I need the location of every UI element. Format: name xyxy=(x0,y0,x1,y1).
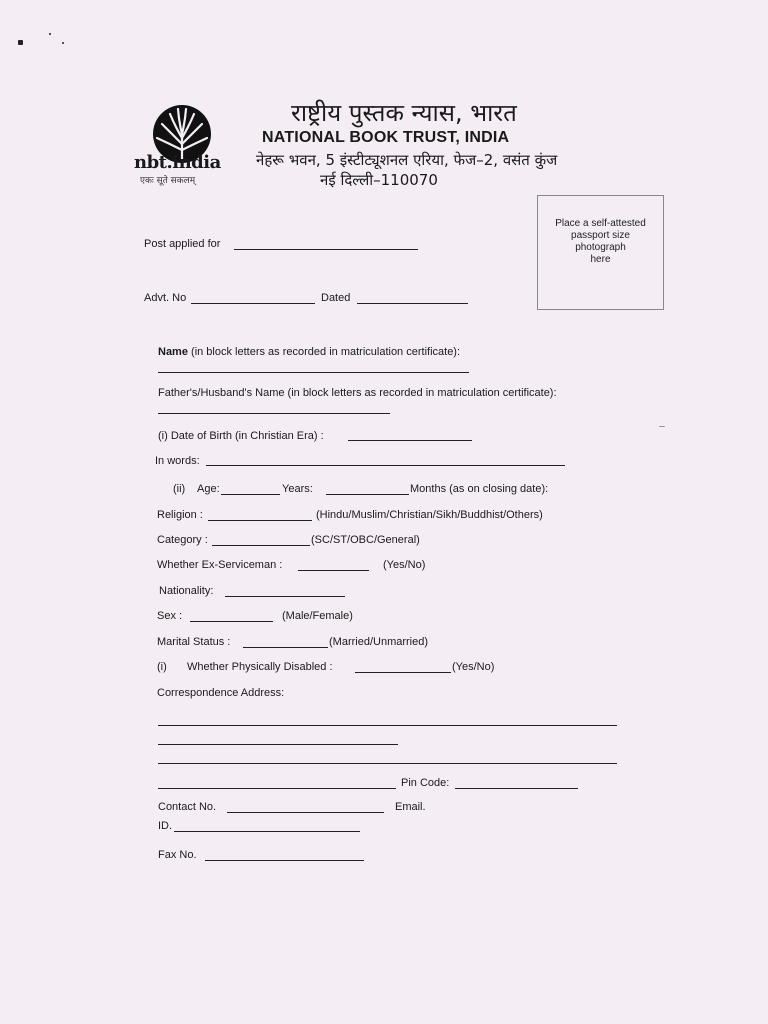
dob-field[interactable] xyxy=(348,440,472,441)
disabled-options: (Yes/No) xyxy=(452,661,495,673)
post-applied-label: Post applied for xyxy=(144,238,221,250)
months-label: Months (as on closing date): xyxy=(410,483,549,495)
english-title: NATIONAL BOOK TRUST, INDIA xyxy=(262,129,510,146)
father-name-label: Father's/Husband's Name (in block letters as recorded in matriculation certificate): xyxy=(158,387,557,399)
post-applied-field[interactable] xyxy=(234,249,418,250)
sex-field[interactable] xyxy=(190,621,273,622)
address-line-2: नई दिल्ली–110070 xyxy=(320,171,438,189)
religion-options: (Hindu/Muslim/Christian/Sikh/Buddhist/Others) xyxy=(316,509,543,521)
ex-serviceman-field[interactable] xyxy=(298,570,369,571)
nationality-label: Nationality: xyxy=(159,585,214,597)
age-label: Age: xyxy=(197,483,220,495)
ex-serviceman-options: (Yes/No) xyxy=(383,559,426,571)
in-words-field[interactable] xyxy=(206,465,565,466)
address-line-field-1[interactable] xyxy=(158,725,617,726)
nationality-field[interactable] xyxy=(225,596,345,597)
ex-serviceman-label: Whether Ex-Serviceman : xyxy=(157,559,283,571)
dated-label: Dated xyxy=(321,292,351,304)
sex-options: (Male/Female) xyxy=(282,610,353,622)
religion-field[interactable] xyxy=(208,520,312,521)
marital-status-field[interactable] xyxy=(243,647,328,648)
name-label-bold: Name xyxy=(158,346,188,358)
age-months-field[interactable] xyxy=(326,494,409,495)
category-field[interactable] xyxy=(212,545,310,546)
sex-label: Sex : xyxy=(157,610,183,622)
name-label xyxy=(158,346,460,358)
years-label: Years: xyxy=(282,483,313,495)
contact-no-label: Contact No. xyxy=(158,801,217,813)
advt-no-label: Advt. No xyxy=(144,292,187,304)
age-years-field[interactable] xyxy=(221,494,280,495)
hindi-title: राष्ट्रीय पुस्तक न्यास, भारत xyxy=(291,99,517,127)
logo-wordmark: nbt.india xyxy=(134,152,221,173)
disabled-label: Whether Physically Disabled : xyxy=(187,661,333,673)
scan-speck xyxy=(62,42,64,44)
address-line-1: नेहरू भवन, 5 इंस्टीट्यूशनल एरिया, फेज–2, वसंत कुंज xyxy=(256,151,558,169)
logo-tagline: एकः सूते सकलम् xyxy=(140,176,196,186)
disabled-field[interactable] xyxy=(355,672,451,673)
dated-field[interactable] xyxy=(357,303,468,304)
address-line-field-2[interactable] xyxy=(158,744,398,745)
correspondence-address-label: Correspondence Address: xyxy=(157,687,285,699)
scan-speck xyxy=(18,40,23,45)
email-id-field[interactable] xyxy=(174,831,360,832)
in-words-label: In words: xyxy=(155,455,200,467)
category-options: (SC/ST/OBC/General) xyxy=(311,534,420,546)
scan-speck xyxy=(659,426,665,427)
scan-speck xyxy=(49,33,51,35)
fax-no-label: Fax No. xyxy=(158,849,197,861)
religion-label: Religion : xyxy=(157,509,203,521)
category-label: Category : xyxy=(157,534,208,546)
pin-code-label: Pin Code: xyxy=(401,777,450,789)
address-line-field-4[interactable] xyxy=(158,788,396,789)
advt-no-field[interactable] xyxy=(191,303,315,304)
name-label-detail: (in block letters as recorded in matriculation certificate): xyxy=(191,346,461,358)
marital-status-label: Marital Status : xyxy=(157,636,231,648)
marital-status-options: (Married/Unmarried) xyxy=(329,636,429,648)
email-id-label: ID. xyxy=(158,820,173,832)
father-name-field[interactable] xyxy=(158,413,390,414)
address-line-field-3[interactable] xyxy=(158,763,617,764)
photo-instruction: Place a self-attested passport size photograph here xyxy=(555,218,646,265)
age-prefix: (ii) xyxy=(173,483,186,495)
email-label: Email. xyxy=(395,801,426,813)
fax-no-field[interactable] xyxy=(205,860,364,861)
pin-code-field[interactable] xyxy=(455,788,578,789)
contact-no-field[interactable] xyxy=(227,812,384,813)
photo-box[interactable] xyxy=(537,195,664,310)
name-field[interactable] xyxy=(158,372,469,373)
disabled-prefix: (i) xyxy=(157,661,167,673)
dob-label: (i) Date of Birth (in Christian Era) : xyxy=(158,430,324,442)
